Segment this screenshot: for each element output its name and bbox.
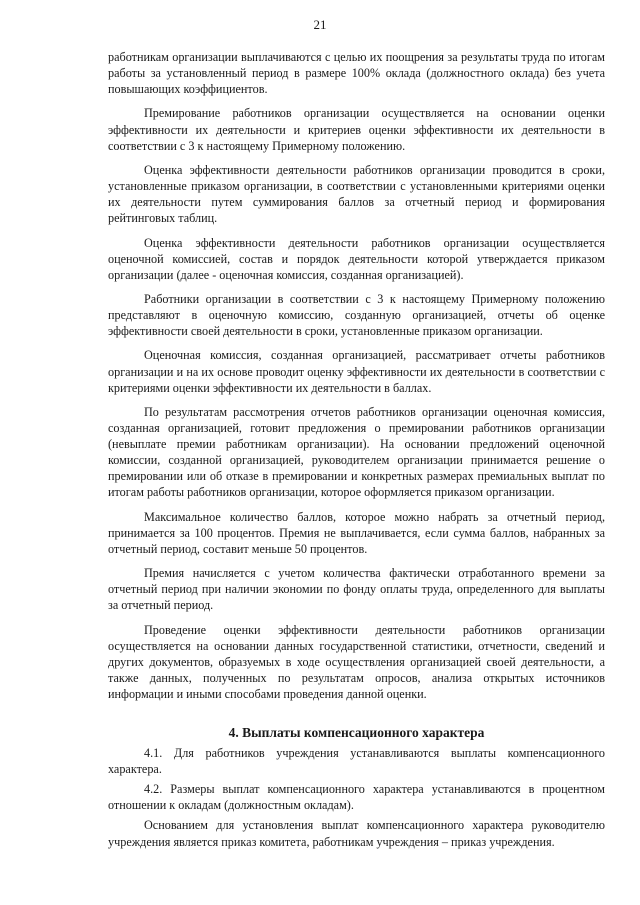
paragraph-employee-reports: Работники организации в соответствии с 3 к настоящему Примерному положению представляют в оценочную комиссию, созданную организацией, отчеты об оценке эффективности своей деятельности в сроки, установленные приказом организации.: [108, 291, 605, 339]
paragraph-commission-review: Оценочная комиссия, созданная организацией, рассматривает отчеты работников организации и на их основе проводит оценку эффективности их деятельности в соответствии с критериями оценки эффективности их деятельности в баллах.: [108, 348, 605, 395]
paragraph-evaluation-commission: Оценка эффективности деятельности работников организации осуществляется оценочной комиссией, состав и порядок деятельности которой утверждается приказом организации (далее - оценочная комиссия, созданная организацией).: [108, 235, 605, 282]
paragraph-bonus-decision: По результатам рассмотрения отчетов работников организации оценочная комиссия, созданная организацией, готовит предложения о премировании работников организации (невыплате премии работникам организации). На основании предложений оценочной комиссии, созданной организацией, руководителем организации принимается решение о премировании или об отказе в премировании и конкретных размерах премиальных выплат по итогам работы работников организации, которое оформляется приказом организации.: [108, 404, 605, 500]
paragraph-4-1: 4.1. Для работников учреждения устанавливаются выплаты компенсационного характера.: [108, 746, 605, 777]
section-heading: 4. Выплаты компенсационного характера: [228, 725, 485, 741]
paragraph-evaluation-terms: Оценка эффективности деятельности работников организации проводится в сроки, установленные приказом организации, в соответствии с установленными критериями оценки их деятельности путем суммирования баллов за отчетный период и формирования рейтинговых таблиц.: [108, 162, 605, 226]
page-number: 21: [313, 17, 327, 32]
paragraph-compensation-basis: Основанием для установления выплат компенсационного характера руководителю учреждения является приказ комитета, работникам учреждения – приказ учреждения.: [108, 818, 605, 849]
paragraph-bonus-accrual: Премия начисляется с учетом количества фактически отработанного времени за отчетный период при наличии экономии по фонду оплаты труда, определенного для выплаты за отчетный период.: [108, 566, 605, 613]
paragraph-4-2: 4.2. Размеры выплат компенсационного характера устанавливаются в процентном отношении к окладам (должностным окладам).: [108, 782, 605, 813]
paragraph-continuation: работникам организации выплачиваются с целью их поощрения за результаты труда по итогам работы за установленный период в размере 100% оклада (должностного оклада) без учета повышающих коэффициентов.: [108, 50, 605, 97]
paragraph-evaluation-sources: Проведение оценки эффективности деятельности работников организации осуществляется на основании данных государственной статистики, отчетности, сведений и других документов, образуемых в ходе осуществления организацией своей деятельности, а также данных, полученных по результатам опросов, анализа открытых источников информации и иными способами проведения данной оценки.: [108, 622, 605, 701]
paragraph-max-points: Максимальное количество баллов, которое можно набрать за отчетный период, принимается за 100 процентов. Премия не выплачивается, если сумма баллов, набранных за отчетный период, составит меньше 50 процентов.: [108, 509, 605, 556]
paragraph-bonus-basis: Премирование работников организации осуществляется на основании оценки эффективности их деятельности и критериев оценки эффективности их деятельности в соответствии с 3 к настоящему Примерному положению.: [108, 106, 605, 153]
document-body: [108, 49, 605, 854]
